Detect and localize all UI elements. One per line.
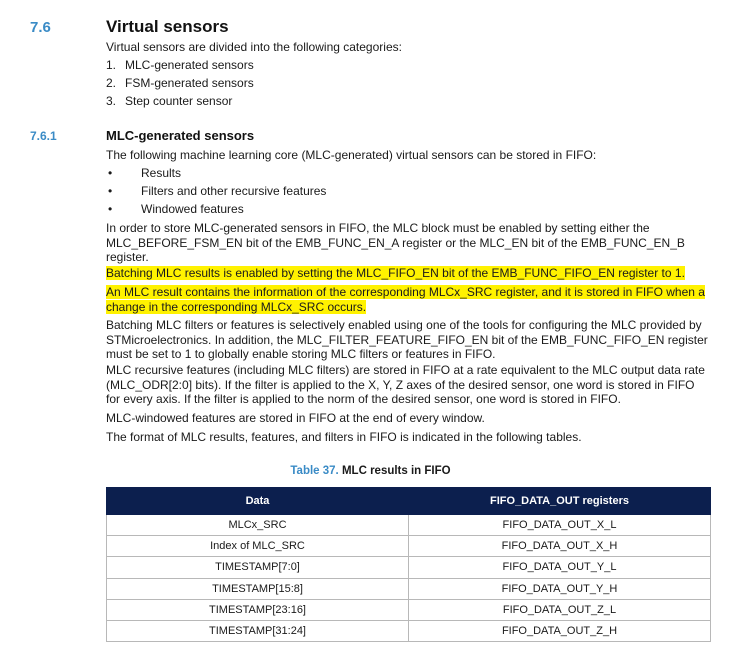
- table-cell: TIMESTAMP[7:0]: [107, 557, 409, 578]
- highlighted-text: Batching MLC results is enabled by setting the MLC_FIFO_EN bit of the EMB_FUNC_FIFO_EN register to 1.: [106, 266, 685, 280]
- table-cell: FIFO_DATA_OUT_X_H: [409, 536, 711, 557]
- highlighted-text: change in the corresponding MLCx_SRC occurs.: [106, 299, 367, 314]
- text-line: (MLC_ODR[2:0] bits). If the filter is applied to the X, Y, Z axes of the desired sensor, one word is stored in FIFO: [106, 377, 695, 392]
- text-line: MLC recursive features (including MLC filters) are stored in FIFO at a rate equivalent to the MLC output data rate: [106, 363, 705, 377]
- text-line: MLC_BEFORE_FSM_EN bit of the EMB_FUNC_EN_A register or the MLC_EN bit of the EMB_FUNC_EN_B: [106, 235, 685, 250]
- bullet-marker: •: [108, 202, 113, 216]
- section-intro: Virtual sensors are divided into the following categories:: [106, 40, 402, 54]
- column-header-data: Data: [107, 488, 409, 515]
- table-cell: FIFO_DATA_OUT_Z_H: [409, 620, 711, 641]
- table-row: [107, 599, 711, 620]
- bullet-marker: •: [108, 184, 113, 198]
- bullet-item: Windowed features: [141, 202, 244, 216]
- highlighted-text: An MLC result contains the information of the corresponding MLCx_SRC register, and it is stored in FIFO when a: [106, 285, 705, 299]
- list-item-number: 3.: [106, 94, 117, 108]
- table-caption-title: MLC results in FIFO: [341, 465, 451, 477]
- table-caption-number: Table 37.: [290, 465, 339, 477]
- text-line: In order to store MLC-generated sensors in FIFO, the MLC block must be enabled by setting either the: [106, 221, 650, 235]
- subsection-title: MLC-generated sensors: [106, 128, 255, 143]
- list-item: MLC-generated sensors: [125, 58, 254, 72]
- table-row: [107, 515, 711, 536]
- highlighted-paragraph-batching: [106, 266, 716, 281]
- column-header-registers: FIFO_DATA_OUT registers: [409, 488, 711, 515]
- text-line: register.: [106, 250, 149, 264]
- list-item: Step counter sensor: [125, 94, 233, 108]
- text-line: for every axis. If the filter is applied to the norm of the desired sensor, one word is stored in FIFO.: [106, 392, 621, 406]
- table-cell: FIFO_DATA_OUT_X_L: [409, 515, 711, 536]
- text-line: must be set to 1 to globally enable storing MLC filters or features in FIFO.: [106, 347, 496, 361]
- mlc-results-table: [106, 487, 711, 642]
- table-cell: Index of MLC_SRC: [107, 536, 409, 557]
- table-cell: TIMESTAMP[31:24]: [107, 620, 409, 641]
- highlighted-paragraph-result: [106, 285, 716, 314]
- table-caption: [0, 465, 741, 477]
- bullet-item: Results: [141, 166, 182, 180]
- table-row: [107, 620, 711, 641]
- paragraph-recursive: [106, 363, 716, 407]
- text-line: Batching MLC filters or features is selectively enabled using one of the tools for configuring the MLC provided by: [106, 318, 702, 332]
- list-item-number: 1.: [106, 58, 117, 72]
- table-row: [107, 557, 711, 578]
- table-cell: FIFO_DATA_OUT_Y_H: [409, 578, 711, 599]
- table-cell: FIFO_DATA_OUT_Y_L: [409, 557, 711, 578]
- table-row: [107, 578, 711, 599]
- paragraph-enable: [106, 221, 716, 265]
- subsection-intro: The following machine learning core (MLC-generated) virtual sensors can be stored in FIFO:: [106, 148, 597, 162]
- section-number: 7.6: [30, 19, 51, 36]
- table-cell: MLCx_SRC: [107, 515, 409, 536]
- subsection-number: 7.6.1: [30, 129, 57, 143]
- list-item: FSM-generated sensors: [125, 76, 254, 90]
- table-row: [107, 536, 711, 557]
- bullet-marker: •: [108, 166, 113, 180]
- table-cell: FIFO_DATA_OUT_Z_L: [409, 599, 711, 620]
- list-item-number: 2.: [106, 76, 117, 90]
- text-line: STMicroelectronics. In addition, the MLC_FILTER_FEATURE_FIFO_EN bit of the EMB_FUNC_FIFO_EN register: [106, 332, 708, 347]
- table-cell: TIMESTAMP[15:8]: [107, 578, 409, 599]
- paragraph-windowed: MLC-windowed features are stored in FIFO at the end of every window.: [106, 411, 485, 425]
- paragraph-filters: [106, 318, 716, 362]
- bullet-item: Filters and other recursive features: [141, 184, 327, 198]
- section-title: Virtual sensors: [106, 17, 229, 36]
- table-cell: TIMESTAMP[23:16]: [107, 599, 409, 620]
- paragraph-format: The format of MLC results, features, and filters in FIFO is indicated in the following tables.: [106, 430, 582, 444]
- table-header-row: [107, 488, 711, 515]
